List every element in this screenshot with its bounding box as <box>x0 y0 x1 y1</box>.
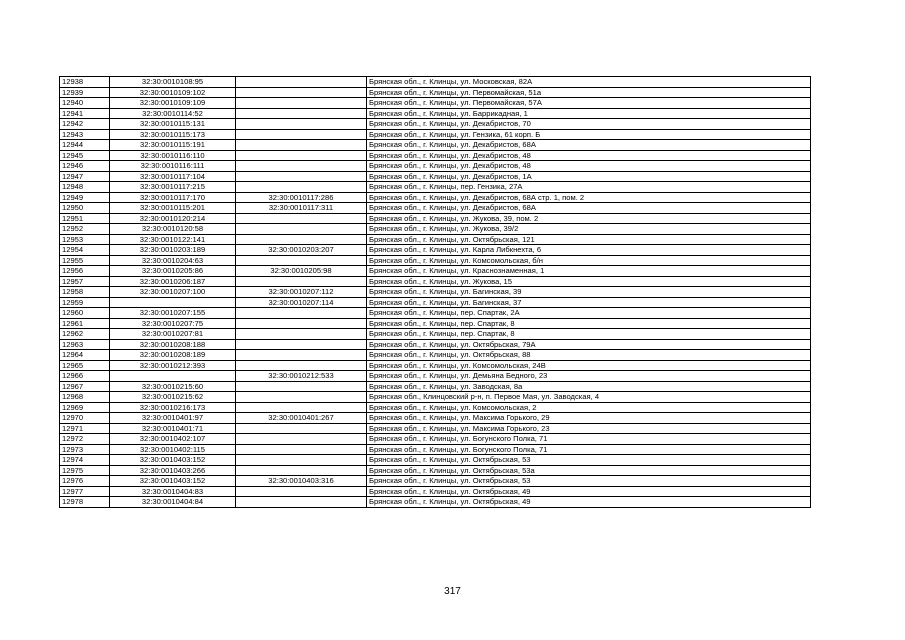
cadastral-number-cell: 32:30:0010117:104 <box>110 171 236 182</box>
cadastral-number-cell: 32:30:0010115:191 <box>110 140 236 151</box>
row-number-cell: 12962 <box>60 329 110 340</box>
related-cadastral-number-cell <box>236 255 367 266</box>
address-cell: Брянская обл., г. Клинцы, пер. Спартак, 2А <box>367 308 811 319</box>
cadastral-number-cell: 32:30:0010117:170 <box>110 192 236 203</box>
row-number-cell: 12970 <box>60 413 110 424</box>
cadastral-number-cell: 32:30:0010109:102 <box>110 87 236 98</box>
related-cadastral-number-cell: 32:30:0010205:98 <box>236 266 367 277</box>
table-row <box>60 339 811 350</box>
cadastral-number-cell: 32:30:0010120:214 <box>110 213 236 224</box>
related-cadastral-number-cell <box>236 434 367 445</box>
cadastral-number-cell: 32:30:0010115:131 <box>110 119 236 130</box>
row-number-cell: 12946 <box>60 161 110 172</box>
table-row <box>60 98 811 109</box>
address-cell: Брянская обл., г. Клинцы, ул. Октябрьская, 53 <box>367 455 811 466</box>
cadastral-number-cell: 32:30:0010402:107 <box>110 434 236 445</box>
cadastral-number-cell: 32:30:0010401:71 <box>110 423 236 434</box>
address-cell: Брянская обл., г. Клинцы, ул. Московская, 82А <box>367 77 811 88</box>
table-row <box>60 129 811 140</box>
related-cadastral-number-cell: 32:30:0010403:316 <box>236 476 367 487</box>
address-cell: Брянская обл., г. Клинцы, ул. Карла Либкнехта, 6 <box>367 245 811 256</box>
cadastral-number-cell: 32:30:0010403:152 <box>110 455 236 466</box>
row-number-cell: 12961 <box>60 318 110 329</box>
related-cadastral-number-cell <box>236 497 367 508</box>
cadastral-number-cell: 32:30:0010207:81 <box>110 329 236 340</box>
row-number-cell: 12957 <box>60 276 110 287</box>
cadastral-number-cell: 32:30:0010108:95 <box>110 77 236 88</box>
table-row <box>60 413 811 424</box>
related-cadastral-number-cell <box>236 381 367 392</box>
related-cadastral-number-cell: 32:30:0010203:207 <box>236 245 367 256</box>
address-cell: Брянская обл., г. Клинцы, ул. Комсомольская, 2 <box>367 402 811 413</box>
row-number-cell: 12943 <box>60 129 110 140</box>
table-row <box>60 77 811 88</box>
row-number-cell: 12960 <box>60 308 110 319</box>
related-cadastral-number-cell: 32:30:0010207:112 <box>236 287 367 298</box>
cadastral-number-cell: 32:30:0010403:152 <box>110 476 236 487</box>
address-cell: Брянская обл., г. Клинцы, пер. Спартак, 8 <box>367 329 811 340</box>
address-cell: Брянская обл., г. Клинцы, ул. Богунского Полка, 71 <box>367 434 811 445</box>
table-row <box>60 287 811 298</box>
table-row <box>60 266 811 277</box>
table-row <box>60 119 811 130</box>
row-number-cell: 12963 <box>60 339 110 350</box>
table-row <box>60 245 811 256</box>
table-row <box>60 455 811 466</box>
address-cell: Брянская обл., г. Клинцы, ул. Октябрьская, 49 <box>367 497 811 508</box>
table-row <box>60 434 811 445</box>
cadastral-number-cell: 32:30:0010402:115 <box>110 444 236 455</box>
related-cadastral-number-cell: 32:30:0010207:114 <box>236 297 367 308</box>
related-cadastral-number-cell <box>236 402 367 413</box>
address-cell: Брянская обл., г. Клинцы, ул. Богунского Полка, 71 <box>367 444 811 455</box>
cadastral-number-cell: 32:30:0010212:393 <box>110 360 236 371</box>
address-cell: Брянская обл., г. Клинцы, ул. Жукова, 15 <box>367 276 811 287</box>
row-number-cell: 12971 <box>60 423 110 434</box>
cadastral-number-cell: 32:30:0010206:187 <box>110 276 236 287</box>
address-cell: Брянская обл., г. Клинцы, ул. Октябрьская, 53а <box>367 465 811 476</box>
address-cell: Брянская обл., г. Клинцы, ул. Багинская, 37 <box>367 297 811 308</box>
related-cadastral-number-cell <box>236 224 367 235</box>
cadastral-number-cell: 32:30:0010122:141 <box>110 234 236 245</box>
table-row <box>60 402 811 413</box>
related-cadastral-number-cell <box>236 350 367 361</box>
table-row <box>60 308 811 319</box>
cadastral-number-cell: 32:30:0010115:173 <box>110 129 236 140</box>
related-cadastral-number-cell <box>236 455 367 466</box>
table-row <box>60 360 811 371</box>
table-row <box>60 182 811 193</box>
related-cadastral-number-cell <box>236 392 367 403</box>
row-number-cell: 12951 <box>60 213 110 224</box>
address-cell: Брянская обл., г. Клинцы, ул. Декабристов, 68А <box>367 140 811 151</box>
cadastral-number-cell: 32:30:0010401:97 <box>110 413 236 424</box>
row-number-cell: 12966 <box>60 371 110 382</box>
cadastral-number-cell: 32:30:0010109:109 <box>110 98 236 109</box>
cadastral-number-cell: 32:30:0010404:84 <box>110 497 236 508</box>
related-cadastral-number-cell <box>236 119 367 130</box>
cadastral-number-cell: 32:30:0010208:188 <box>110 339 236 350</box>
row-number-cell: 12945 <box>60 150 110 161</box>
related-cadastral-number-cell <box>236 360 367 371</box>
cadastral-number-cell: 32:30:0010404:83 <box>110 486 236 497</box>
row-number-cell: 12974 <box>60 455 110 466</box>
row-number-cell: 12940 <box>60 98 110 109</box>
row-number-cell: 12947 <box>60 171 110 182</box>
related-cadastral-number-cell <box>236 339 367 350</box>
cadastral-number-cell: 32:30:0010207:75 <box>110 318 236 329</box>
row-number-cell: 12949 <box>60 192 110 203</box>
table-row <box>60 381 811 392</box>
related-cadastral-number-cell <box>236 318 367 329</box>
table-row <box>60 192 811 203</box>
cadastral-number-cell: 32:30:0010115:201 <box>110 203 236 214</box>
related-cadastral-number-cell: 32:30:0010117:286 <box>236 192 367 203</box>
related-cadastral-number-cell <box>236 129 367 140</box>
related-cadastral-number-cell <box>236 444 367 455</box>
row-number-cell: 12956 <box>60 266 110 277</box>
related-cadastral-number-cell: 32:30:0010401:267 <box>236 413 367 424</box>
cadastral-number-cell: 32:30:0010120:58 <box>110 224 236 235</box>
cadastral-number-cell <box>110 297 236 308</box>
table-row <box>60 150 811 161</box>
cadastral-number-cell <box>110 371 236 382</box>
address-cell: Брянская обл., г. Клинцы, пер. Гензика, 27А <box>367 182 811 193</box>
address-cell: Брянская обл., г. Клинцы, ул. Октябрьская, 53 <box>367 476 811 487</box>
row-number-cell: 12954 <box>60 245 110 256</box>
cadastral-number-cell: 32:30:0010114:52 <box>110 108 236 119</box>
page-number: 317 <box>444 586 461 597</box>
table-row <box>60 171 811 182</box>
address-cell: Брянская обл., г. Клинцы, ул. Жукова, 39/2 <box>367 224 811 235</box>
related-cadastral-number-cell <box>236 150 367 161</box>
registry-table <box>59 76 811 508</box>
address-cell: Брянская обл., г. Клинцы, ул. Октябрьская, 49 <box>367 486 811 497</box>
row-number-cell: 12976 <box>60 476 110 487</box>
table-row <box>60 350 811 361</box>
related-cadastral-number-cell: 32:30:0010212:533 <box>236 371 367 382</box>
cadastral-number-cell: 32:30:0010204:63 <box>110 255 236 266</box>
address-cell: Брянская обл., г. Клинцы, ул. Октябрьская, 79А <box>367 339 811 350</box>
table-row <box>60 392 811 403</box>
table-row <box>60 213 811 224</box>
row-number-cell: 12938 <box>60 77 110 88</box>
cadastral-number-cell: 32:30:0010208:189 <box>110 350 236 361</box>
cadastral-number-cell: 32:30:0010116:110 <box>110 150 236 161</box>
row-number-cell: 12958 <box>60 287 110 298</box>
related-cadastral-number-cell <box>236 182 367 193</box>
cadastral-number-cell: 32:30:0010403:266 <box>110 465 236 476</box>
address-cell: Брянская обл., г. Клинцы, ул. Декабристов, 48 <box>367 161 811 172</box>
address-cell: Брянская обл., г. Клинцы, ул. Баррикадная, 1 <box>367 108 811 119</box>
row-number-cell: 12948 <box>60 182 110 193</box>
table-row <box>60 465 811 476</box>
related-cadastral-number-cell <box>236 213 367 224</box>
row-number-cell: 12977 <box>60 486 110 497</box>
table-row <box>60 276 811 287</box>
table-row <box>60 444 811 455</box>
related-cadastral-number-cell <box>236 234 367 245</box>
table-row <box>60 234 811 245</box>
address-cell: Брянская обл., г. Клинцы, ул. Максима Горького, 23 <box>367 423 811 434</box>
related-cadastral-number-cell <box>236 423 367 434</box>
related-cadastral-number-cell <box>236 108 367 119</box>
row-number-cell: 12952 <box>60 224 110 235</box>
related-cadastral-number-cell <box>236 98 367 109</box>
address-cell: Брянская обл., г. Клинцы, ул. Комсомольская, 24В <box>367 360 811 371</box>
table-row <box>60 140 811 151</box>
cadastral-number-cell: 32:30:0010116:111 <box>110 161 236 172</box>
address-cell: Брянская обл., Клинцовский р-н, п. Первое Мая, ул. Заводская, 4 <box>367 392 811 403</box>
cadastral-number-cell: 32:30:0010215:60 <box>110 381 236 392</box>
related-cadastral-number-cell <box>236 171 367 182</box>
cadastral-number-cell: 32:30:0010216:173 <box>110 402 236 413</box>
table-row <box>60 476 811 487</box>
row-number-cell: 12972 <box>60 434 110 445</box>
table-row <box>60 255 811 266</box>
row-number-cell: 12975 <box>60 465 110 476</box>
row-number-cell: 12942 <box>60 119 110 130</box>
related-cadastral-number-cell <box>236 486 367 497</box>
related-cadastral-number-cell <box>236 308 367 319</box>
registry-table-body <box>60 77 811 508</box>
row-number-cell: 12955 <box>60 255 110 266</box>
cadastral-number-cell: 32:30:0010207:100 <box>110 287 236 298</box>
address-cell: Брянская обл., г. Клинцы, ул. Октябрьская, 121 <box>367 234 811 245</box>
address-cell: Брянская обл., г. Клинцы, ул. Гензика, 61 корп. Б <box>367 129 811 140</box>
address-cell: Брянская обл., г. Клинцы, ул. Октябрьская, 88 <box>367 350 811 361</box>
row-number-cell: 12959 <box>60 297 110 308</box>
address-cell: Брянская обл., г. Клинцы, ул. Максима Горького, 29 <box>367 413 811 424</box>
related-cadastral-number-cell <box>236 77 367 88</box>
address-cell: Брянская обл., г. Клинцы, ул. Демьяна Бедного, 23 <box>367 371 811 382</box>
related-cadastral-number-cell <box>236 140 367 151</box>
row-number-cell: 12950 <box>60 203 110 214</box>
table-row <box>60 318 811 329</box>
row-number-cell: 12968 <box>60 392 110 403</box>
address-cell: Брянская обл., г. Клинцы, ул. Заводская, 8а <box>367 381 811 392</box>
table-row <box>60 87 811 98</box>
cadastral-number-cell: 32:30:0010203:189 <box>110 245 236 256</box>
row-number-cell: 12978 <box>60 497 110 508</box>
cadastral-number-cell: 32:30:0010205:86 <box>110 266 236 277</box>
row-number-cell: 12939 <box>60 87 110 98</box>
table-row <box>60 486 811 497</box>
cadastral-number-cell: 32:30:0010207:155 <box>110 308 236 319</box>
table-row <box>60 497 811 508</box>
address-cell: Брянская обл., г. Клинцы, ул. Первомайская, 51а <box>367 87 811 98</box>
row-number-cell: 12967 <box>60 381 110 392</box>
table-row <box>60 329 811 340</box>
address-cell: Брянская обл., г. Клинцы, ул. Декабристов, 1А <box>367 171 811 182</box>
address-cell: Брянская обл., г. Клинцы, ул. Багинская, 39 <box>367 287 811 298</box>
address-cell: Брянская обл., г. Клинцы, ул. Краснознаменная, 1 <box>367 266 811 277</box>
row-number-cell: 12973 <box>60 444 110 455</box>
row-number-cell: 12964 <box>60 350 110 361</box>
address-cell: Брянская обл., г. Клинцы, ул. Первомайская, 57А <box>367 98 811 109</box>
address-cell: Брянская обл., г. Клинцы, ул. Жукова, 39, пом. 2 <box>367 213 811 224</box>
related-cadastral-number-cell <box>236 329 367 340</box>
address-cell: Брянская обл., г. Клинцы, ул. Декабристов, 70 <box>367 119 811 130</box>
related-cadastral-number-cell: 32:30:0010117:311 <box>236 203 367 214</box>
table-row <box>60 371 811 382</box>
related-cadastral-number-cell <box>236 465 367 476</box>
table-row <box>60 108 811 119</box>
related-cadastral-number-cell <box>236 276 367 287</box>
table-row <box>60 203 811 214</box>
row-number-cell: 12969 <box>60 402 110 413</box>
address-cell: Брянская обл., г. Клинцы, ул. Комсомольская, б/н <box>367 255 811 266</box>
address-cell: Брянская обл., г. Клинцы, пер. Спартак, 8 <box>367 318 811 329</box>
related-cadastral-number-cell <box>236 87 367 98</box>
row-number-cell: 12953 <box>60 234 110 245</box>
row-number-cell: 12965 <box>60 360 110 371</box>
table-row <box>60 297 811 308</box>
table-row <box>60 161 811 172</box>
row-number-cell: 12944 <box>60 140 110 151</box>
cadastral-number-cell: 32:30:0010117:215 <box>110 182 236 193</box>
row-number-cell: 12941 <box>60 108 110 119</box>
address-cell: Брянская обл., г. Клинцы, ул. Декабристов, 48 <box>367 150 811 161</box>
address-cell: Брянская обл., г. Клинцы, ул. Декабристов, 68А стр. 1, пом. 2 <box>367 192 811 203</box>
table-row <box>60 224 811 235</box>
cadastral-number-cell: 32:30:0010215:62 <box>110 392 236 403</box>
table-row <box>60 423 811 434</box>
related-cadastral-number-cell <box>236 161 367 172</box>
address-cell: Брянская обл., г. Клинцы, ул. Декабристов, 68А <box>367 203 811 214</box>
